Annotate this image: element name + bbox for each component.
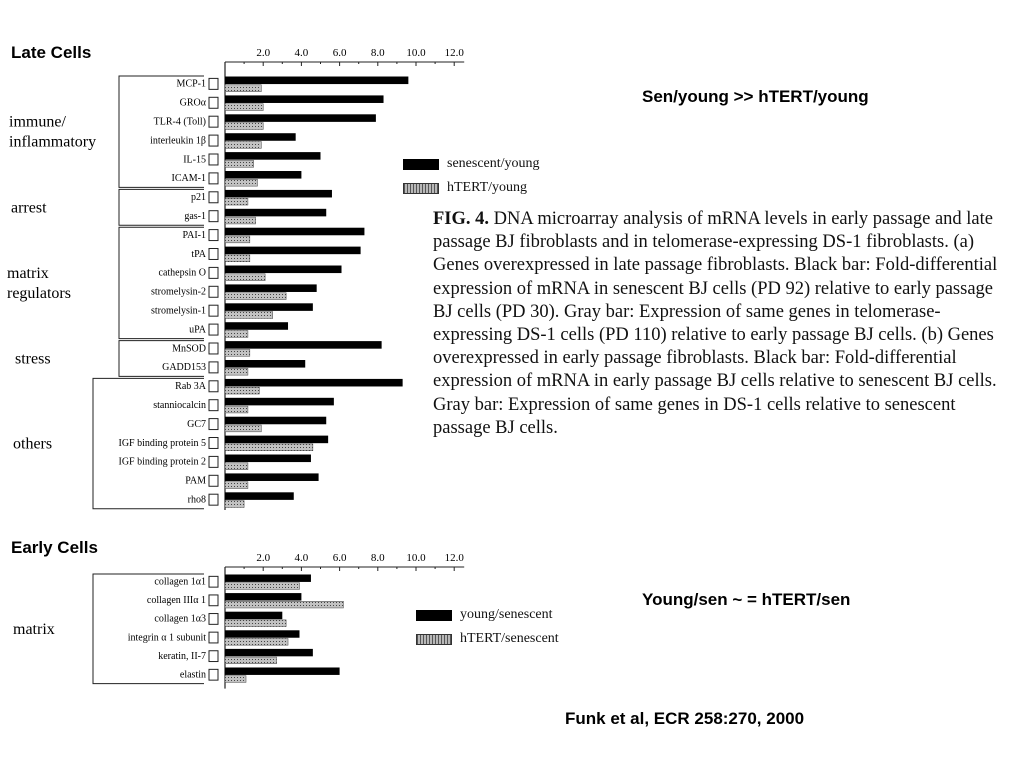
early-cells-heading: Early Cells [11, 538, 98, 557]
legend-item-young-senescent [416, 603, 559, 627]
gene-label-upa: uPA [189, 324, 206, 336]
bar-senescent-young-il-15 [225, 152, 321, 160]
legend-swatch-black [416, 610, 452, 621]
bar-young-senescent-collagen-1-3 [225, 612, 282, 619]
bar-young-senescent-collagen-1-1 [225, 574, 311, 581]
gene-marker-box [209, 267, 218, 278]
bar-htert-young-stanniocalcin [225, 406, 248, 413]
bar-senescent-young-icam-1 [225, 171, 301, 179]
early-legend [416, 603, 559, 651]
gene-label-gas-1: gas-1 [184, 211, 206, 223]
bar-htert-young-rab-3a [225, 387, 259, 394]
legend-item-htert-young [403, 176, 540, 200]
gene-label-il-15: IL-15 [183, 154, 206, 166]
gene-marker-box [209, 362, 218, 373]
bar-htert-young-gro [225, 104, 263, 111]
bar-senescent-young-mnsod [225, 341, 382, 349]
early-comparison-note: Young/sen ~ = hTERT/sen [642, 590, 851, 609]
bar-htert-senescent-collagen-1-3 [225, 620, 286, 627]
bar-htert-young-mcp-1 [225, 85, 261, 92]
bar-htert-young-stromelysin-1 [225, 312, 273, 319]
bar-htert-young-p21 [225, 198, 248, 205]
group-label-arrest: arrest [11, 199, 47, 217]
gene-marker-box [209, 286, 218, 297]
bar-htert-young-igf-binding-protein-2 [225, 463, 248, 470]
group-label-immune-inflammatory: inflammatory [9, 133, 97, 151]
legend-item-htert-senescent [416, 627, 559, 651]
gene-label-tpa: tPA [191, 248, 206, 260]
group-label-immune-inflammatory: immune/ [9, 113, 66, 131]
bar-senescent-young-stromelysin-1 [225, 303, 313, 311]
gene-marker-box [209, 381, 218, 392]
group-label-others: others [13, 435, 53, 453]
bar-senescent-young-rab-3a [225, 379, 403, 387]
bar-senescent-young-interleukin-1 [225, 133, 296, 141]
gene-marker-box [209, 669, 218, 680]
bar-htert-young-mnsod [225, 349, 250, 356]
x-tick-label: 6.0 [332, 552, 347, 564]
bar-senescent-young-p21 [225, 190, 332, 198]
x-tick-label: 12.0 [444, 47, 464, 59]
bar-young-senescent-keratin-ii-7 [225, 649, 313, 656]
gene-marker-box [209, 192, 218, 203]
caption-text: DNA microarray analysis of mRNA levels in early passage and late passage BJ fibroblasts and in telomerase-expressing DS-1 fibroblasts. (a) Genes overexpressed in late passage fibroblasts. Black bar: Fold-differential expression of mRNA in senescent BJ cells (PD 92) relative to early passage BJ cells (PD 30). Gray bar: Expression of same genes in telomerase-expressing DS-1 cells (PD 110) relative to early passage BJ cells. (b) Genes overexpressed in early passage fibroblasts. Black bar: Fold-differential expression of mRNA in early passage BJ cells relative to senescent BJ cells. Gray bar: Expression of same genes in DS-1 cells relative to senescent passage BJ cells. [433, 209, 998, 438]
group-label-stress: stress [15, 350, 51, 368]
x-tick-label: 4.0 [294, 47, 309, 59]
bar-senescent-young-tlr-4-toll [225, 114, 376, 122]
gene-label-rab-3a: Rab 3A [175, 381, 206, 393]
gene-marker-box [209, 494, 218, 505]
bar-senescent-young-gc7 [225, 417, 326, 425]
bar-htert-young-cathepsin-o [225, 274, 265, 281]
gene-marker-box [209, 475, 218, 486]
bar-htert-young-rho8 [225, 501, 244, 508]
bar-htert-young-stromelysin-2 [225, 293, 286, 300]
bar-htert-senescent-collagen-iii-1 [225, 601, 343, 608]
gene-label-gadd153: GADD153 [162, 362, 206, 374]
gene-marker-box [209, 324, 218, 335]
gene-marker-box [209, 576, 218, 587]
bar-htert-young-pam [225, 482, 248, 489]
gene-marker-box [209, 419, 218, 430]
group-bracket [93, 574, 204, 684]
gene-label-collagen-iii-1: collagen IIIα 1 [146, 595, 206, 607]
gene-marker-box [209, 614, 218, 625]
gene-label-tlr-4-toll: TLR-4 (Toll) [153, 116, 206, 128]
bar-senescent-young-pai-1 [225, 228, 364, 236]
bar-htert-young-igf-binding-protein-5 [225, 444, 313, 451]
gene-label-collagen-1-1: collagen 1α1 [154, 576, 206, 588]
gene-label-p21: p21 [191, 192, 206, 204]
bar-senescent-young-stromelysin-2 [225, 284, 317, 292]
gene-marker-box [209, 456, 218, 467]
bar-htert-young-gc7 [225, 425, 261, 432]
gene-label-interleukin-1: interleukin 1β [150, 135, 206, 147]
gene-label-cathepsin-o: cathepsin O [158, 267, 206, 279]
bar-senescent-young-cathepsin-o [225, 266, 342, 274]
bar-senescent-young-gro [225, 95, 384, 103]
gene-label-igf-binding-protein-2: IGF binding protein 2 [118, 456, 206, 468]
x-tick-label: 10.0 [406, 47, 426, 59]
x-tick-label: 6.0 [332, 47, 347, 59]
bar-young-senescent-elastin [225, 667, 340, 674]
gene-marker-box [209, 595, 218, 606]
bar-young-senescent-integrin-1-subunit [225, 630, 299, 637]
gene-marker-box [209, 305, 218, 316]
x-tick-label: 10.0 [406, 552, 426, 564]
x-tick-label: 12.0 [444, 552, 464, 564]
gene-marker-box [209, 249, 218, 260]
bar-senescent-young-stanniocalcin [225, 398, 334, 406]
gene-label-rho8: rho8 [187, 494, 206, 506]
bar-htert-young-gas-1 [225, 217, 256, 224]
late-cells-heading: Late Cells [11, 43, 92, 62]
late-cells-bar-chart [0, 30, 480, 510]
group-bracket [119, 227, 204, 338]
legend-label: senescent/young [447, 156, 540, 171]
bar-senescent-young-mcp-1 [225, 77, 408, 85]
bar-htert-senescent-collagen-1-1 [225, 583, 299, 590]
gene-label-igf-binding-protein-5: IGF binding protein 5 [118, 437, 206, 449]
gene-label-elastin: elastin [179, 669, 206, 681]
x-tick-label: 8.0 [370, 47, 385, 59]
bar-senescent-young-gas-1 [225, 209, 326, 217]
gene-label-stromelysin-2: stromelysin-2 [151, 286, 206, 298]
legend-label: young/senescent [460, 607, 553, 622]
bar-senescent-young-upa [225, 322, 288, 330]
citation: Funk et al, ECR 258:270, 2000 [565, 709, 805, 728]
late-legend [403, 152, 540, 200]
legend-label: hTERT/senescent [460, 631, 559, 646]
gene-label-keratin-ii-7: keratin, II-7 [158, 650, 206, 662]
x-tick-label: 8.0 [370, 552, 385, 564]
bar-senescent-young-pam [225, 473, 319, 481]
figure-caption [433, 208, 1013, 440]
x-tick-label: 4.0 [294, 552, 309, 564]
bar-young-senescent-collagen-iii-1 [225, 593, 301, 600]
gene-label-mcp-1: MCP-1 [176, 78, 206, 90]
bar-senescent-young-tpa [225, 247, 361, 255]
bar-htert-young-interleukin-1 [225, 142, 261, 149]
legend-swatch-gray [403, 183, 439, 194]
gene-marker-box [209, 651, 218, 662]
group-bracket [119, 76, 204, 187]
gene-marker-box [209, 154, 218, 165]
x-tick-label: 2.0 [256, 552, 271, 564]
group-label-matrix-regulators: regulators [7, 284, 71, 302]
gene-label-stromelysin-1: stromelysin-1 [151, 305, 206, 317]
gene-label-stanniocalcin: stanniocalcin [153, 400, 206, 412]
bar-htert-young-gadd153 [225, 368, 248, 375]
bar-senescent-young-igf-binding-protein-2 [225, 455, 311, 463]
legend-item-senescent-young [403, 152, 540, 176]
gene-label-pai-1: PAI-1 [182, 229, 206, 241]
bar-htert-young-tlr-4-toll [225, 123, 263, 130]
bar-senescent-young-igf-binding-protein-5 [225, 436, 328, 444]
legend-swatch-black [403, 159, 439, 170]
gene-marker-box [209, 400, 218, 411]
bar-htert-young-upa [225, 331, 248, 338]
gene-label-gro: GROα [179, 97, 206, 109]
early-cells-bar-chart [0, 545, 480, 690]
late-comparison-note: Sen/young >> hTERT/young [642, 87, 869, 106]
gene-marker-box [209, 173, 218, 184]
gene-marker-box [209, 343, 218, 354]
bar-htert-senescent-elastin [225, 676, 246, 683]
gene-marker-box [209, 97, 218, 108]
bar-htert-young-icam-1 [225, 179, 257, 186]
gene-label-mnsod: MnSOD [172, 343, 206, 355]
gene-label-gc7: GC7 [187, 418, 206, 430]
gene-marker-box [209, 78, 218, 89]
gene-marker-box [209, 632, 218, 643]
legend-label: hTERT/young [447, 180, 528, 195]
figure-label: FIG. 4. [433, 209, 490, 229]
gene-label-pam: PAM [185, 475, 206, 487]
bar-htert-young-tpa [225, 255, 250, 262]
x-tick-label: 2.0 [256, 47, 271, 59]
bar-htert-young-pai-1 [225, 236, 250, 243]
gene-label-icam-1: ICAM-1 [171, 173, 206, 185]
bar-htert-senescent-integrin-1-subunit [225, 638, 288, 645]
bar-htert-senescent-keratin-ii-7 [225, 657, 277, 664]
bar-htert-young-il-15 [225, 160, 254, 167]
group-label-matrix-regulators: matrix [7, 264, 49, 282]
gene-marker-box [209, 230, 218, 241]
gene-label-collagen-1-3: collagen 1α3 [154, 613, 206, 625]
gene-marker-box [209, 116, 218, 127]
legend-swatch-gray [416, 634, 452, 645]
gene-marker-box [209, 438, 218, 449]
gene-marker-box [209, 135, 218, 146]
group-label-matrix: matrix [13, 620, 55, 638]
bar-senescent-young-rho8 [225, 492, 294, 500]
gene-label-integrin-1-subunit: integrin α 1 subunit [127, 632, 206, 644]
bar-senescent-young-gadd153 [225, 360, 305, 368]
gene-marker-box [209, 211, 218, 222]
